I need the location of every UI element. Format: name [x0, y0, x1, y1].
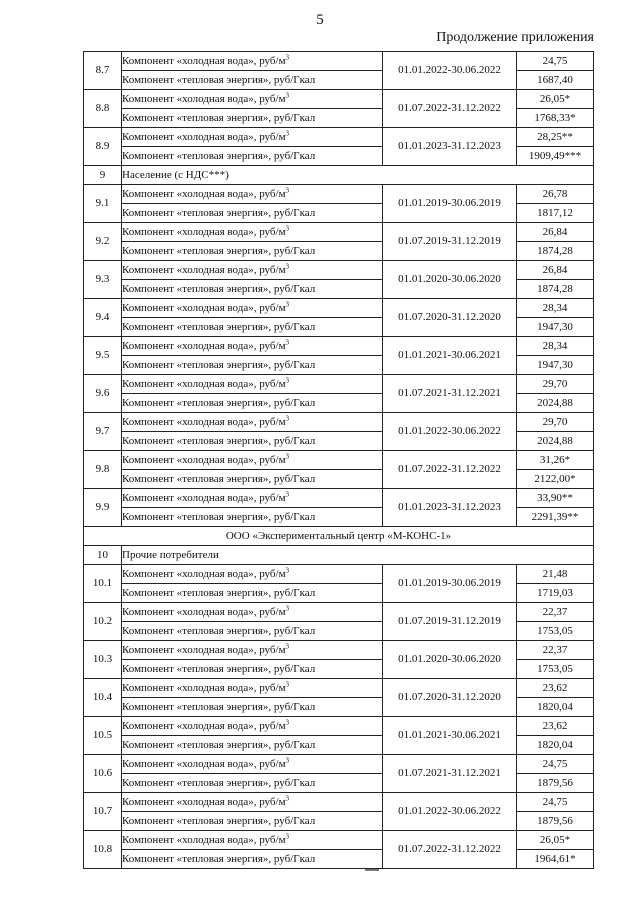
cold-water-label-text: Компонент «холодная вода», руб/м — [122, 491, 286, 504]
table-row — [84, 470, 594, 489]
cold-water-label — [122, 185, 383, 204]
tariff-table — [83, 51, 594, 869]
heat-energy-tariff: 2024,88 — [517, 394, 594, 413]
table-row — [84, 223, 594, 242]
tariff-period: 01.01.2020-30.06.2020 — [383, 641, 517, 679]
item-number: 9.5 — [84, 337, 122, 375]
cold-water-label — [122, 717, 383, 736]
table-row — [84, 850, 594, 869]
heat-energy-label: Компонент «тепловая энергия», руб/Гкал — [122, 318, 383, 337]
cold-water-label — [122, 565, 383, 584]
tariff-period: 01.01.2021-30.06.2021 — [383, 337, 517, 375]
tariff-period: 01.01.2023-31.12.2023 — [383, 128, 517, 166]
cold-water-tariff: 28,34 — [517, 337, 594, 356]
section-number: 10 — [84, 546, 122, 565]
cold-water-label — [122, 603, 383, 622]
cold-water-label — [122, 337, 383, 356]
item-number: 10.8 — [84, 831, 122, 869]
table-row — [84, 204, 594, 223]
table-row — [84, 90, 594, 109]
cold-water-label — [122, 641, 383, 660]
tariff-period: 01.01.2023-31.12.2023 — [383, 489, 517, 527]
appendix-continuation-caption: Продолжение приложения — [436, 30, 594, 45]
heat-energy-tariff: 1947,30 — [517, 318, 594, 337]
cold-water-label — [122, 299, 383, 318]
item-number: 8.8 — [84, 90, 122, 128]
item-number: 10.2 — [84, 603, 122, 641]
tariff-period: 01.01.2019-30.06.2019 — [383, 565, 517, 603]
cold-water-tariff: 26,05* — [517, 831, 594, 850]
tariff-period: 01.01.2022-30.06.2022 — [383, 793, 517, 831]
cold-water-tariff: 33,90** — [517, 489, 594, 508]
table-row — [84, 71, 594, 90]
cubic-unit-superscript: 3 — [285, 489, 290, 498]
item-number: 9.3 — [84, 261, 122, 299]
cold-water-tariff: 28,25** — [517, 128, 594, 147]
table-row — [84, 660, 594, 679]
heat-energy-tariff: 2291,39** — [517, 508, 594, 527]
item-number: 9.4 — [84, 299, 122, 337]
table-row — [84, 812, 594, 831]
section-row — [84, 546, 594, 565]
cubic-unit-superscript: 3 — [285, 717, 290, 726]
heat-energy-tariff: 1719,03 — [517, 584, 594, 603]
heat-energy-label: Компонент «тепловая энергия», руб/Гкал — [122, 280, 383, 299]
heat-energy-tariff: 1947,30 — [517, 356, 594, 375]
cubic-unit-superscript: 3 — [285, 299, 290, 308]
table-row — [84, 736, 594, 755]
heat-energy-tariff: 1753,05 — [517, 622, 594, 641]
table-row — [84, 755, 594, 774]
cubic-unit-superscript: 3 — [285, 413, 290, 422]
cold-water-label — [122, 261, 383, 280]
heat-energy-tariff: 1817,12 — [517, 204, 594, 223]
table-row — [84, 299, 594, 318]
heat-energy-tariff: 2024,88 — [517, 432, 594, 451]
cubic-unit-superscript: 3 — [285, 261, 290, 270]
cold-water-label-text: Компонент «холодная вода», руб/м — [122, 92, 286, 105]
cubic-unit-superscript: 3 — [285, 375, 290, 384]
cubic-unit-superscript: 3 — [285, 565, 290, 574]
cold-water-label — [122, 413, 383, 432]
cold-water-label-text: Компонент «холодная вода», руб/м — [122, 339, 286, 352]
cubic-unit-superscript: 3 — [285, 128, 290, 137]
item-number: 10.4 — [84, 679, 122, 717]
item-number: 9.7 — [84, 413, 122, 451]
heat-energy-tariff: 1768,33* — [517, 109, 594, 128]
cold-water-label-text: Компонент «холодная вода», руб/м — [122, 187, 286, 200]
heat-energy-label: Компонент «тепловая энергия», руб/Гкал — [122, 736, 383, 755]
cold-water-label-text: Компонент «холодная вода», руб/м — [122, 833, 286, 846]
table-row — [84, 774, 594, 793]
cold-water-label-text: Компонент «холодная вода», руб/м — [122, 643, 286, 656]
cold-water-tariff: 29,70 — [517, 413, 594, 432]
heat-energy-label: Компонент «тепловая энергия», руб/Гкал — [122, 432, 383, 451]
cubic-unit-superscript: 3 — [285, 90, 290, 99]
cubic-unit-superscript: 3 — [285, 641, 290, 650]
table-row — [84, 565, 594, 584]
tariff-period: 01.01.2022-30.06.2022 — [383, 52, 517, 90]
tariff-period: 01.07.2021-31.12.2021 — [383, 755, 517, 793]
table-row — [84, 432, 594, 451]
table-row — [84, 337, 594, 356]
cold-water-tariff: 26,05* — [517, 90, 594, 109]
heat-energy-label: Компонент «тепловая энергия», руб/Гкал — [122, 698, 383, 717]
cold-water-label-text: Компонент «холодная вода», руб/м — [122, 225, 286, 238]
table-row — [84, 318, 594, 337]
tariff-period: 01.07.2022-31.12.2022 — [383, 831, 517, 869]
table-row — [84, 489, 594, 508]
cold-water-tariff: 23,62 — [517, 717, 594, 736]
item-number: 9.8 — [84, 451, 122, 489]
table-row — [84, 698, 594, 717]
page-footer-mark — [365, 869, 379, 871]
cold-water-label-text: Компонент «холодная вода», руб/м — [122, 415, 286, 428]
heat-energy-label: Компонент «тепловая энергия», руб/Гкал — [122, 71, 383, 90]
table-row — [84, 242, 594, 261]
table-row — [84, 128, 594, 147]
heat-energy-label: Компонент «тепловая энергия», руб/Гкал — [122, 622, 383, 641]
heat-energy-label: Компонент «тепловая энергия», руб/Гкал — [122, 850, 383, 869]
item-number: 10.5 — [84, 717, 122, 755]
tariff-period: 01.01.2020-30.06.2020 — [383, 261, 517, 299]
table-row — [84, 584, 594, 603]
page-number: 5 — [316, 12, 324, 28]
tariff-period: 01.07.2022-31.12.2022 — [383, 451, 517, 489]
section-title: Население (с НДС***) — [122, 166, 594, 185]
organization-row — [84, 527, 594, 546]
tariff-period: 01.07.2022-31.12.2022 — [383, 90, 517, 128]
cold-water-label-text: Компонент «холодная вода», руб/м — [122, 605, 286, 618]
table-row — [84, 147, 594, 166]
cold-water-tariff: 22,37 — [517, 641, 594, 660]
cold-water-tariff: 26,84 — [517, 223, 594, 242]
cold-water-label — [122, 755, 383, 774]
heat-energy-label: Компонент «тепловая энергия», руб/Гкал — [122, 204, 383, 223]
cold-water-label-text: Компонент «холодная вода», руб/м — [122, 795, 286, 808]
table-row — [84, 831, 594, 850]
cubic-unit-superscript: 3 — [285, 451, 290, 460]
table-row — [84, 451, 594, 470]
heat-energy-tariff: 1879,56 — [517, 774, 594, 793]
heat-energy-tariff: 1879,56 — [517, 812, 594, 831]
cold-water-label — [122, 128, 383, 147]
cold-water-tariff: 24,75 — [517, 793, 594, 812]
cubic-unit-superscript: 3 — [285, 831, 290, 840]
item-number: 9.1 — [84, 185, 122, 223]
heat-energy-label: Компонент «тепловая энергия», руб/Гкал — [122, 660, 383, 679]
table-row — [84, 603, 594, 622]
cold-water-tariff: 28,34 — [517, 299, 594, 318]
cubic-unit-superscript: 3 — [285, 679, 290, 688]
item-number: 9.2 — [84, 223, 122, 261]
cubic-unit-superscript: 3 — [285, 337, 290, 346]
cold-water-tariff: 29,70 — [517, 375, 594, 394]
table-row — [84, 109, 594, 128]
heat-energy-label: Компонент «тепловая энергия», руб/Гкал — [122, 812, 383, 831]
table-row — [84, 508, 594, 527]
cold-water-label-text: Компонент «холодная вода», руб/м — [122, 130, 286, 143]
cold-water-label-text: Компонент «холодная вода», руб/м — [122, 263, 286, 276]
cold-water-label — [122, 831, 383, 850]
cold-water-label-text: Компонент «холодная вода», руб/м — [122, 719, 286, 732]
item-number: 9.6 — [84, 375, 122, 413]
table-row — [84, 261, 594, 280]
cold-water-tariff: 21,48 — [517, 565, 594, 584]
table-row — [84, 375, 594, 394]
cold-water-label-text: Компонент «холодная вода», руб/м — [122, 453, 286, 466]
tariff-period: 01.01.2019-30.06.2019 — [383, 185, 517, 223]
heat-energy-label: Компонент «тепловая энергия», руб/Гкал — [122, 508, 383, 527]
heat-energy-tariff: 1687,40 — [517, 71, 594, 90]
heat-energy-tariff: 1874,28 — [517, 280, 594, 299]
cold-water-label — [122, 90, 383, 109]
table-row — [84, 413, 594, 432]
section-number: 9 — [84, 166, 122, 185]
heat-energy-tariff: 2122,00* — [517, 470, 594, 489]
cold-water-label-text: Компонент «холодная вода», руб/м — [122, 301, 286, 314]
heat-energy-tariff: 1909,49*** — [517, 147, 594, 166]
tariff-period: 01.07.2019-31.12.2019 — [383, 603, 517, 641]
heat-energy-label: Компонент «тепловая энергия», руб/Гкал — [122, 147, 383, 166]
cold-water-label — [122, 375, 383, 394]
cold-water-tariff: 24,75 — [517, 52, 594, 71]
cubic-unit-superscript: 3 — [285, 52, 290, 61]
tariff-period: 01.07.2019-31.12.2019 — [383, 223, 517, 261]
heat-energy-label: Компонент «тепловая энергия», руб/Гкал — [122, 109, 383, 128]
tariff-period: 01.01.2022-30.06.2022 — [383, 413, 517, 451]
table-row — [84, 717, 594, 736]
heat-energy-label: Компонент «тепловая энергия», руб/Гкал — [122, 584, 383, 603]
cold-water-tariff: 26,78 — [517, 185, 594, 204]
cold-water-label — [122, 52, 383, 71]
cold-water-label-text: Компонент «холодная вода», руб/м — [122, 567, 286, 580]
table-row — [84, 641, 594, 660]
item-number: 8.7 — [84, 52, 122, 90]
table-row — [84, 622, 594, 641]
item-number: 10.1 — [84, 565, 122, 603]
section-row — [84, 166, 594, 185]
cold-water-label — [122, 679, 383, 698]
heat-energy-label: Компонент «тепловая энергия», руб/Гкал — [122, 242, 383, 261]
item-number: 8.9 — [84, 128, 122, 166]
tariff-period: 01.07.2020-31.12.2020 — [383, 679, 517, 717]
section-title: Прочие потребители — [122, 546, 594, 565]
cubic-unit-superscript: 3 — [285, 793, 290, 802]
cold-water-label-text: Компонент «холодная вода», руб/м — [122, 681, 286, 694]
table-row — [84, 793, 594, 812]
heat-energy-label: Компонент «тепловая энергия», руб/Гкал — [122, 356, 383, 375]
heat-energy-tariff: 1964,61* — [517, 850, 594, 869]
cold-water-label — [122, 489, 383, 508]
cold-water-tariff: 24,75 — [517, 755, 594, 774]
table-row — [84, 52, 594, 71]
heat-energy-tariff: 1820,04 — [517, 698, 594, 717]
cubic-unit-superscript: 3 — [285, 223, 290, 232]
heat-energy-label: Компонент «тепловая энергия», руб/Гкал — [122, 774, 383, 793]
cold-water-label-text: Компонент «холодная вода», руб/м — [122, 377, 286, 390]
item-number: 10.7 — [84, 793, 122, 831]
cold-water-label — [122, 223, 383, 242]
table-row — [84, 280, 594, 299]
cold-water-tariff: 26,84 — [517, 261, 594, 280]
organization-title: ООО «Экспериментальный центр «М-КОНС-1» — [84, 527, 594, 546]
heat-energy-label: Компонент «тепловая энергия», руб/Гкал — [122, 394, 383, 413]
item-number: 10.3 — [84, 641, 122, 679]
tariff-period: 01.07.2021-31.12.2021 — [383, 375, 517, 413]
item-number: 10.6 — [84, 755, 122, 793]
cold-water-tariff: 22,37 — [517, 603, 594, 622]
heat-energy-tariff: 1820,04 — [517, 736, 594, 755]
heat-energy-tariff: 1874,28 — [517, 242, 594, 261]
tariff-period: 01.01.2021-30.06.2021 — [383, 717, 517, 755]
heat-energy-label: Компонент «тепловая энергия», руб/Гкал — [122, 470, 383, 489]
cold-water-label-text: Компонент «холодная вода», руб/м — [122, 54, 286, 67]
cubic-unit-superscript: 3 — [285, 185, 290, 194]
cold-water-tariff: 23,62 — [517, 679, 594, 698]
table-row — [84, 679, 594, 698]
cold-water-label — [122, 793, 383, 812]
cold-water-label-text: Компонент «холодная вода», руб/м — [122, 757, 286, 770]
item-number: 9.9 — [84, 489, 122, 527]
cubic-unit-superscript: 3 — [285, 603, 290, 612]
cold-water-label — [122, 451, 383, 470]
table-row — [84, 356, 594, 375]
cold-water-tariff: 31,26* — [517, 451, 594, 470]
table-row — [84, 394, 594, 413]
cubic-unit-superscript: 3 — [285, 755, 290, 764]
table-row — [84, 185, 594, 204]
tariff-period: 01.07.2020-31.12.2020 — [383, 299, 517, 337]
heat-energy-tariff: 1753,05 — [517, 660, 594, 679]
